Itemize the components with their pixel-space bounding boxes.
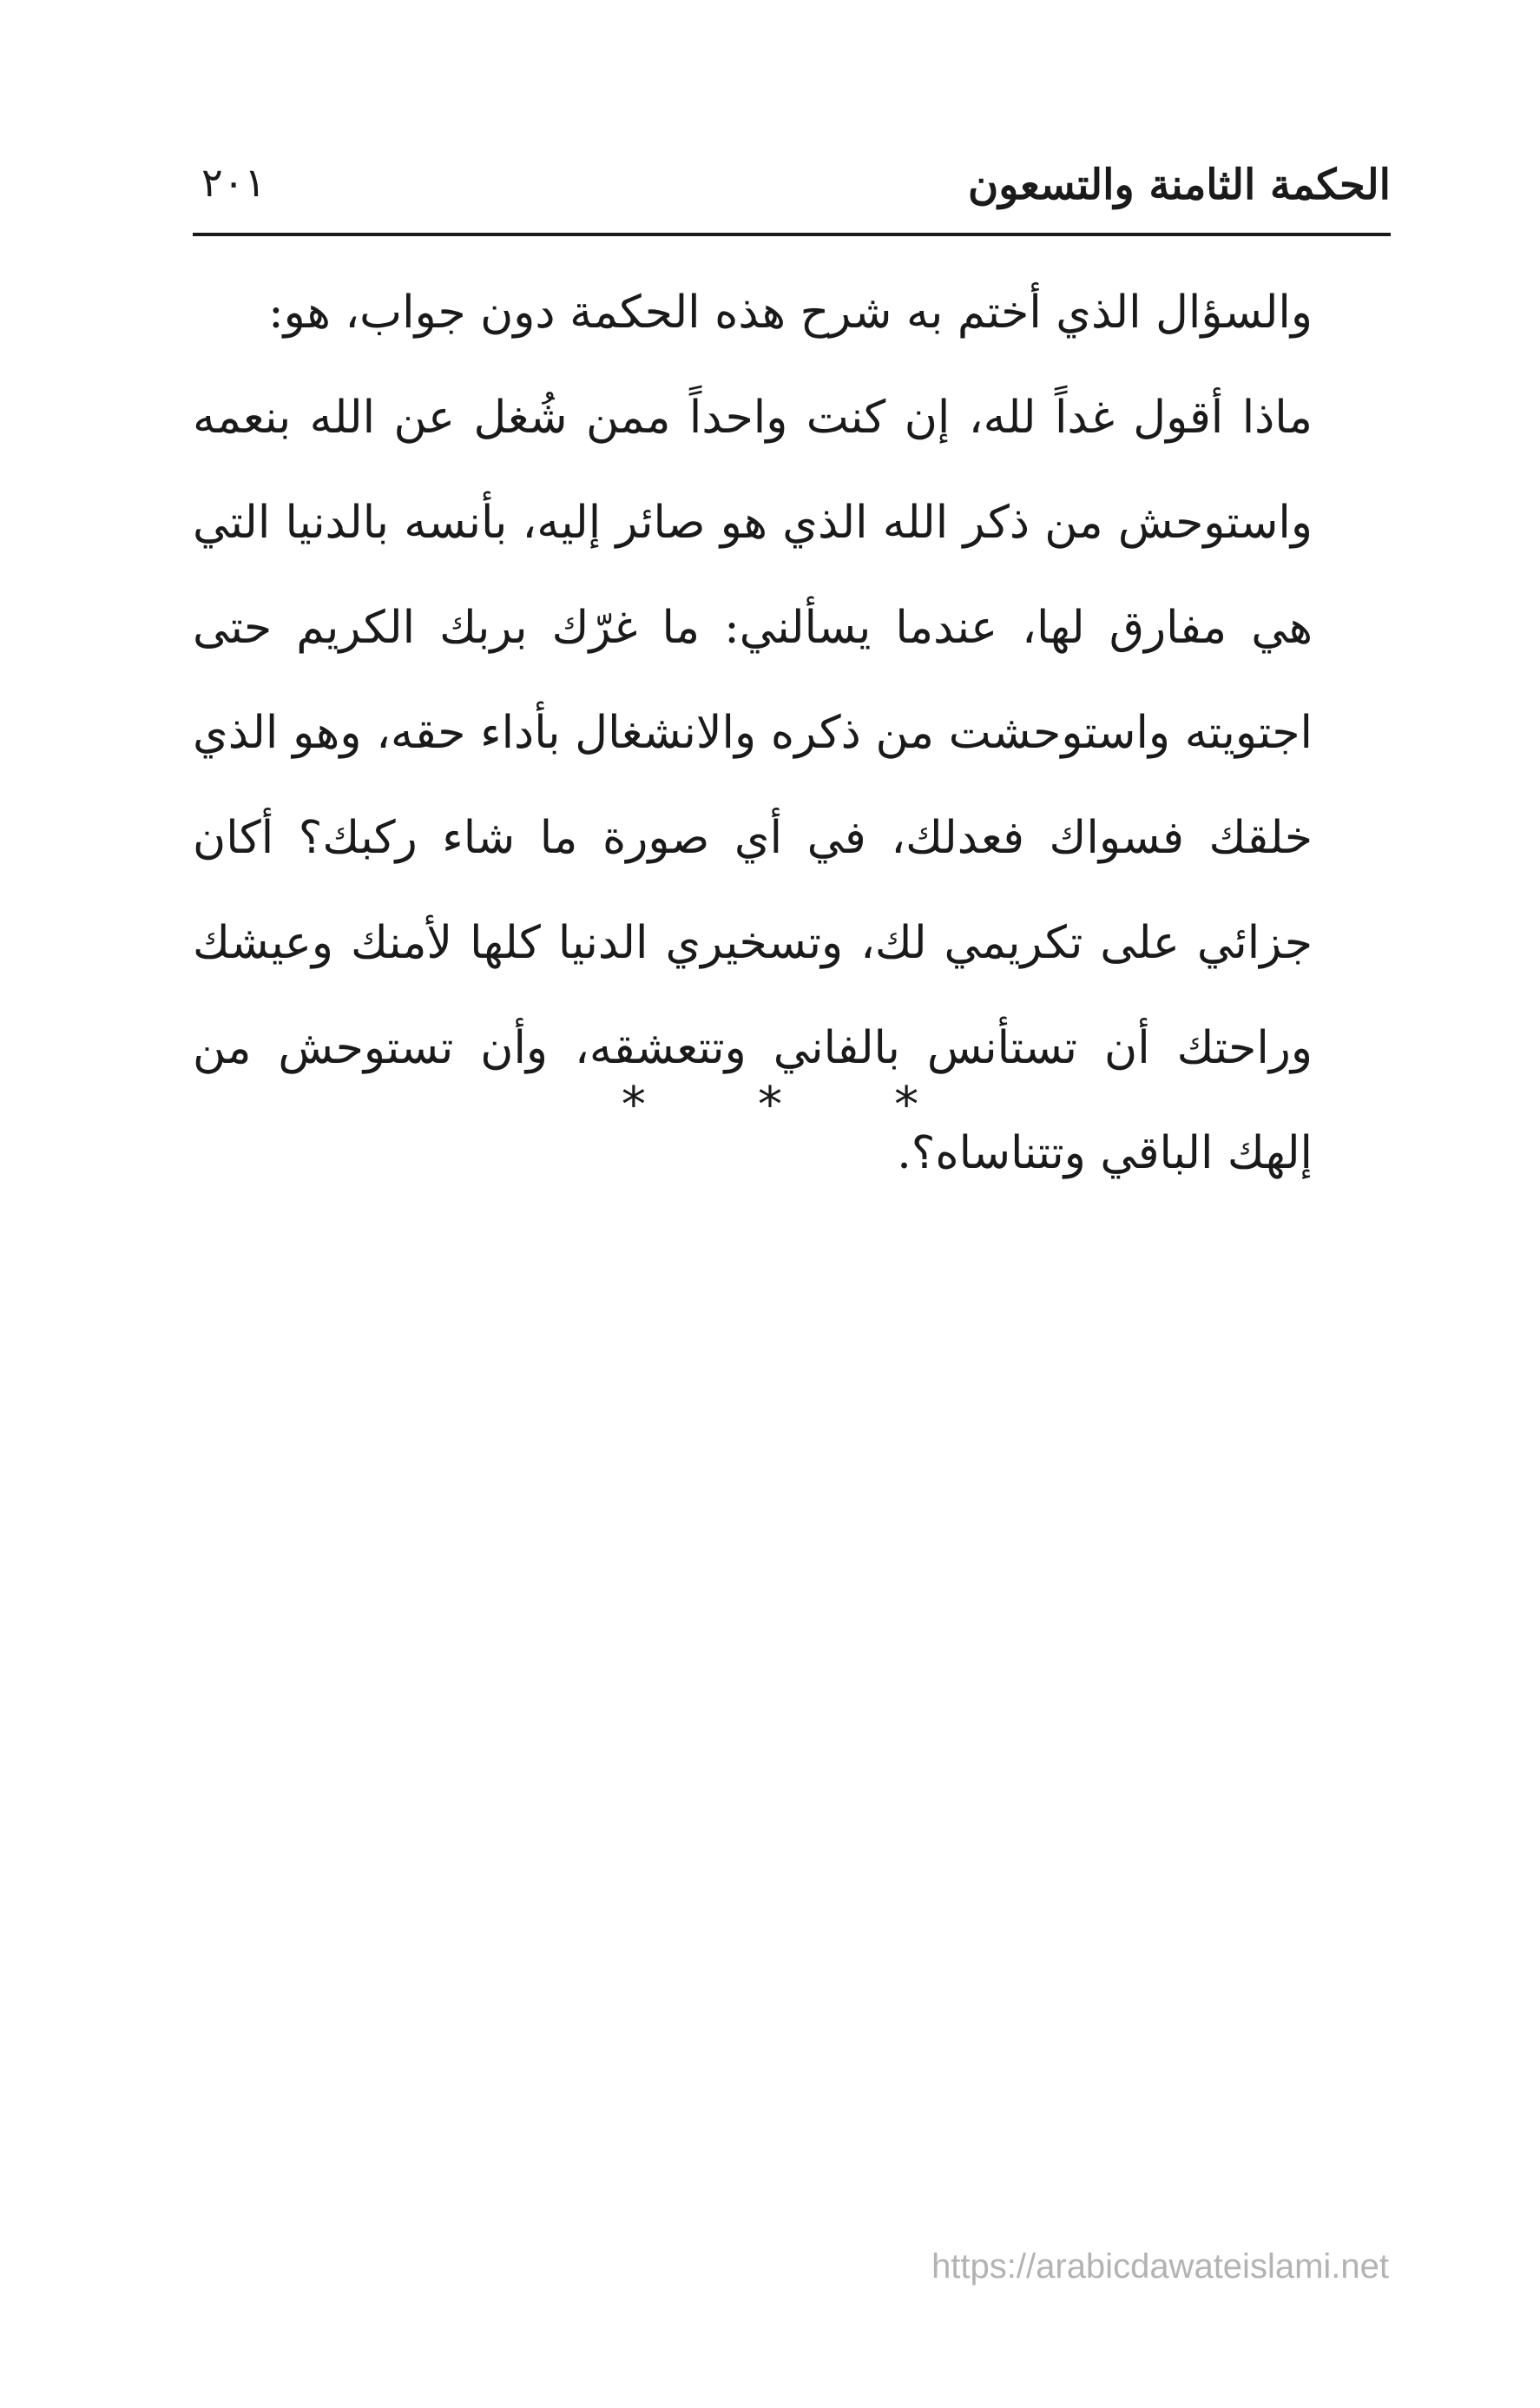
separator-star: * <box>894 1077 919 1133</box>
separator-star: * <box>758 1077 782 1133</box>
paragraph-1: والسؤال الذي أختم به شرح هذه الحكمة دون جواب، هو: <box>268 287 1313 339</box>
watermark-url: https://arabicdawateislami.net <box>931 2247 1389 2286</box>
running-title: الحكمة الثامنة والتسعون <box>967 161 1391 209</box>
body-text <box>193 261 1391 1206</box>
paragraph-2: ماذا أقول غداً لله، إن كنت واحداً ممن شُغل عن الله بنعمه واستوحش من ذكر الله الذي هو صائر إليه، بأنسه بالدنيا التي هي مفارق لها، عندما يسألني: ما غرّك بربك الكريم حتى اجتويته واستوحشت من ذكره والانشغال بأداء حقه، وهو الذي خلقك فسواك فعدلك، في أي صورة ما شاء ركبك؟ أكان جزائي على تكريمي لك، وتسخيري الدنيا كلها لأمنك وعيشك وراحتك أن تستأنس بالفاني وتتعشقه، وأن تستوحش من إلهك الباقي وتتناساه؟. <box>193 392 1313 1179</box>
page-number: ٢٠١ <box>201 159 267 206</box>
header-rule <box>193 233 1391 236</box>
page-header <box>193 152 1391 230</box>
separator-star: * <box>621 1077 646 1133</box>
section-separator <box>0 1077 1540 1146</box>
